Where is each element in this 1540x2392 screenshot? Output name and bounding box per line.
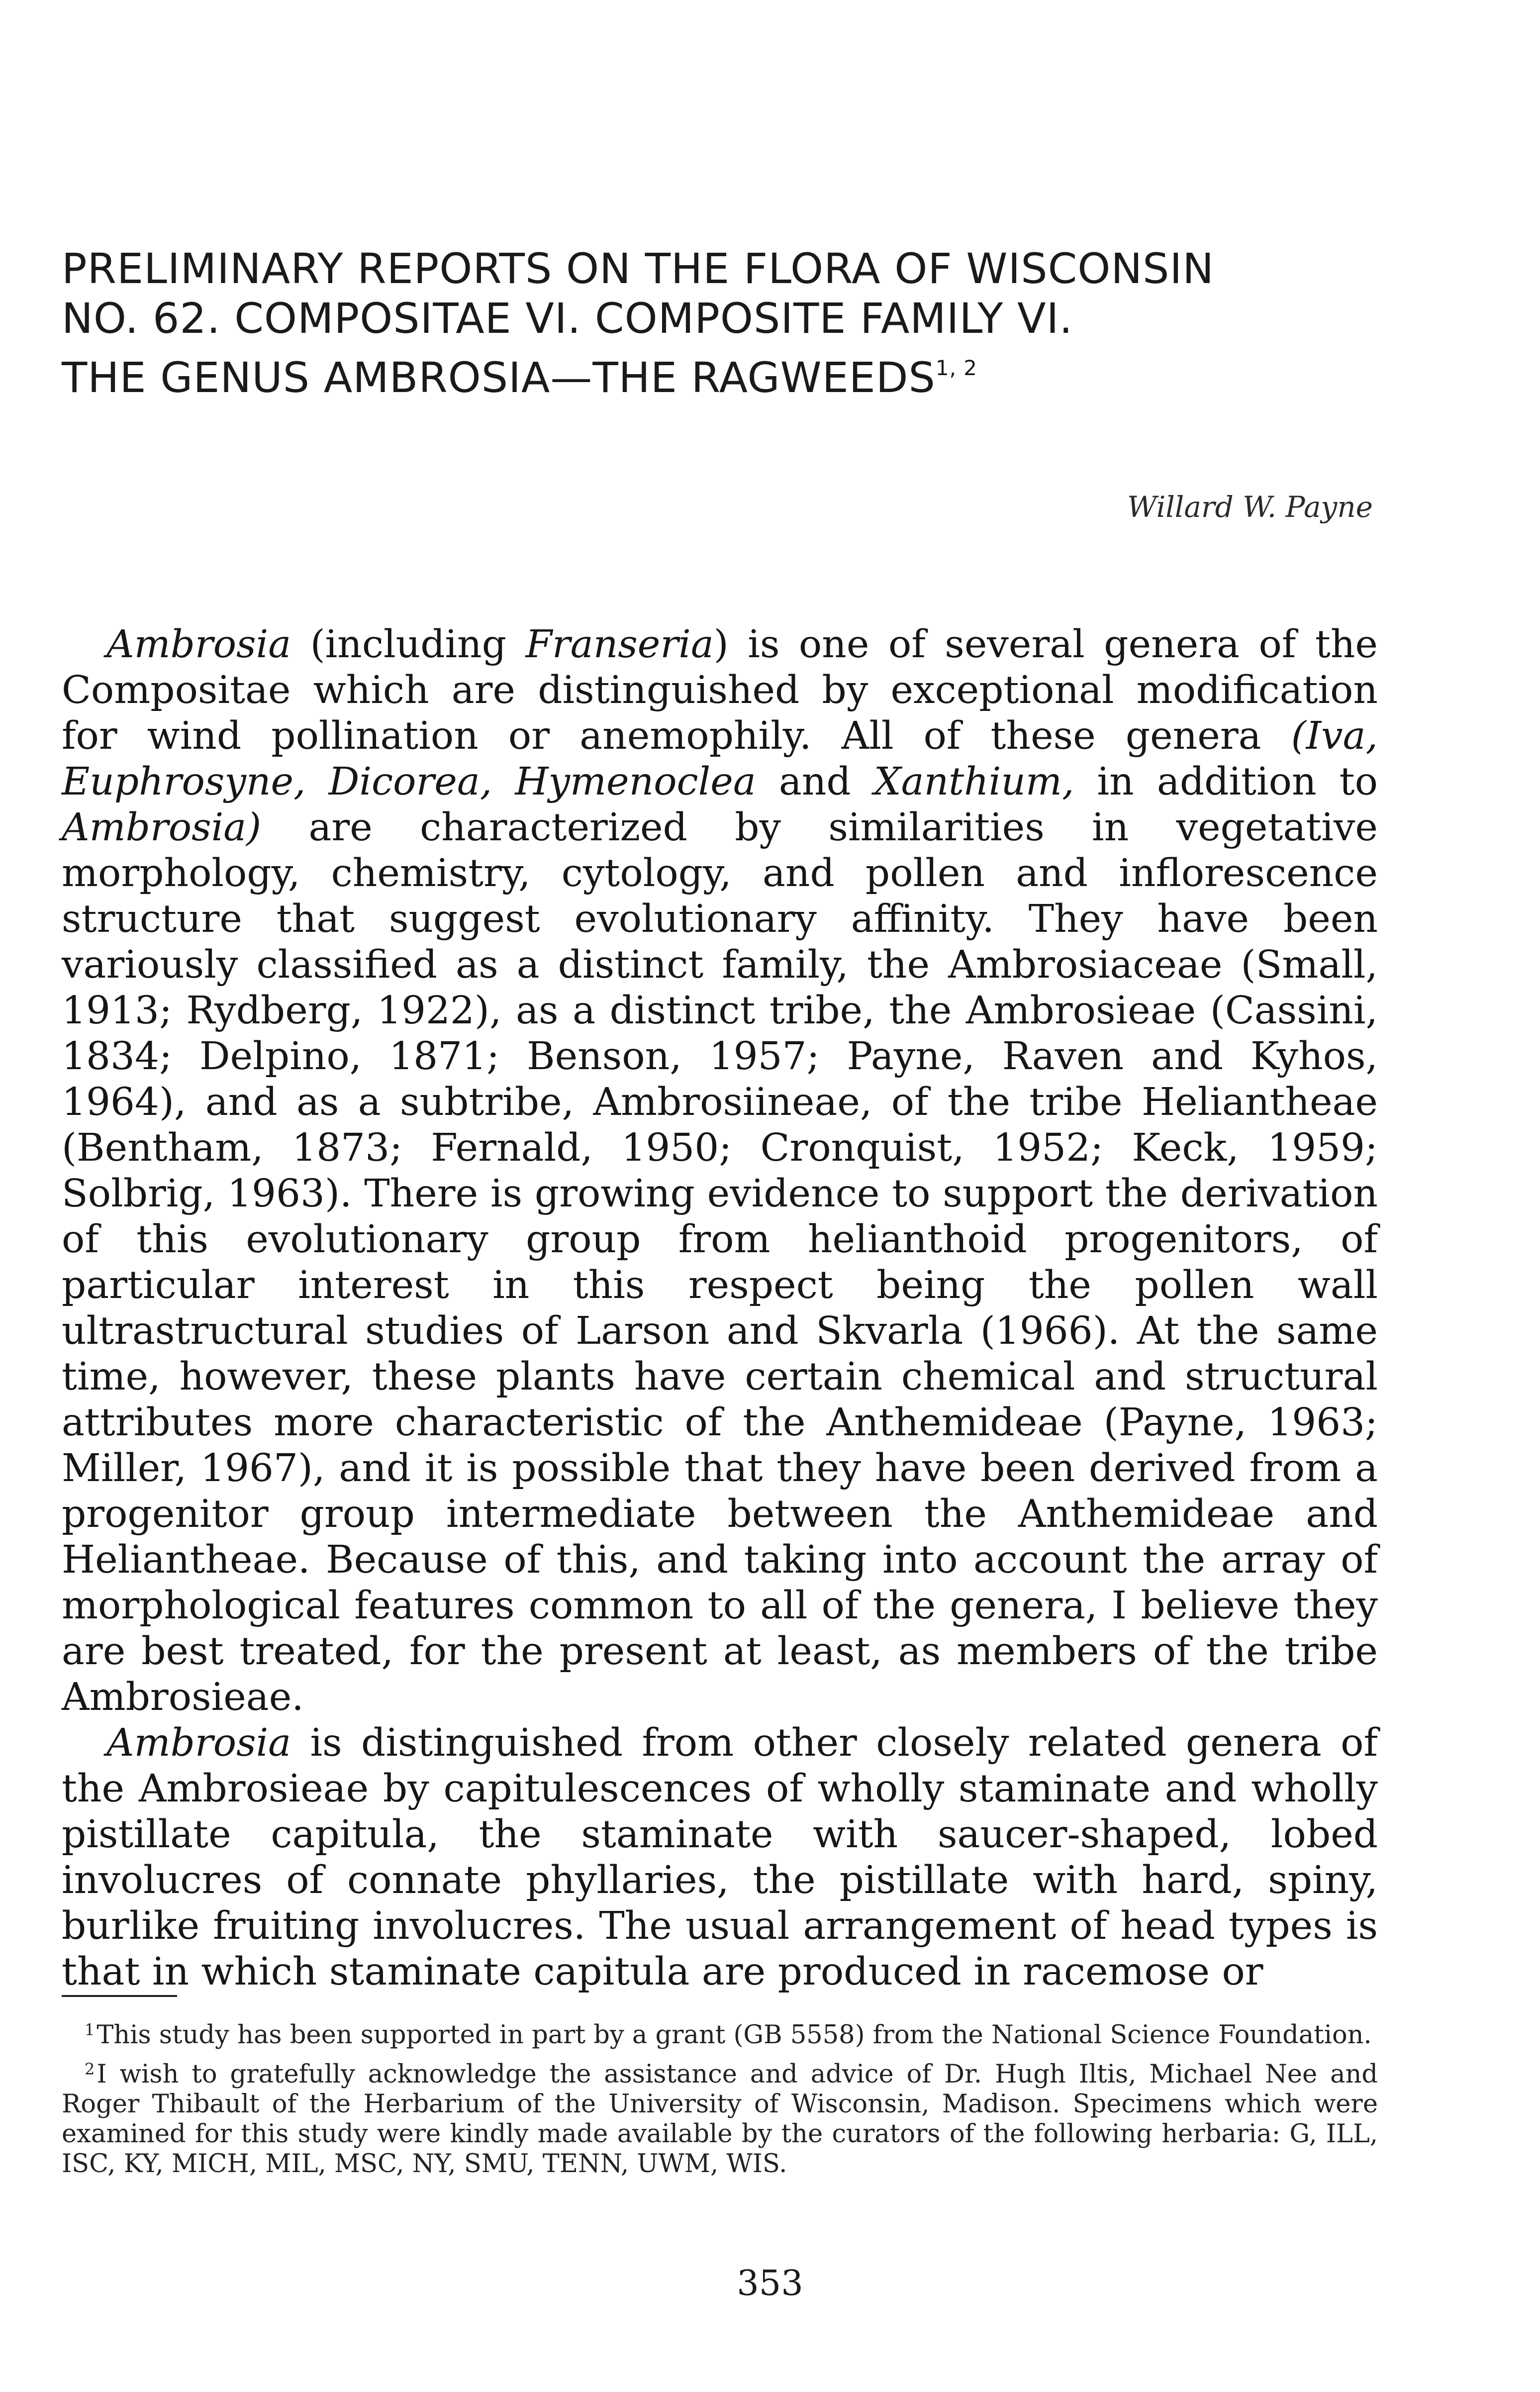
footnotes — [62, 2015, 1378, 2183]
footnote-2-mark: 2 — [85, 2060, 95, 2079]
paragraph-1-text-e: are characterized by similarities in vegetative morphology, chemistry, cytology, and pollen and inflorescence structure that suggest evolutionary affinity. They have been variously classified as a distinct family, the Ambrosiaceae (Small, 1913; Rydberg, 1922), as a distinct tribe, the Ambrosieae (Cassini, 1834; Delpino, 1871; Benson, 1957; Payne, Raven and Kyhos, 1964), and as a subtribe, Ambrosiineae, of the tribe Heliantheae (Bentham, 1873; Fernald, 1950; Cronquist, 1952; Keck, 1959; Solbrig, 1963). There is growing evidence to support the derivation of this evolutionary group from helianthoid progenitors, of particular interest in this respect being the pollen wall ultrastructural studies of Larson and Skvarla (1966). At the same time, however, these plants have certain chemical and structural attributes more characteristic of the Anthemideae (Payne, 1963; Miller, 1967), and it is possible that they have been derived from a progenitor group intermediate between the Anthemideae and Heliantheae. Because of this, and taking into account the array of morphological features common to all of the genera, I believe they are best treated, for the present at least, as members of the tribe Ambrosieae. — [62, 805, 1378, 1719]
page-number: 353 — [737, 2263, 803, 2303]
genus-name-ambrosia-3: Ambrosia — [106, 1721, 291, 1765]
title-line-3 — [62, 343, 1355, 402]
article-title — [62, 244, 1355, 402]
title-line-1: PRELIMINARY REPORTS ON THE FLORA OF WISCONSIN — [62, 244, 1215, 293]
footnote-1-text: This study has been supported in part by a grant (GB 5558) from the National Science Foundation. — [96, 2020, 1372, 2050]
paragraph-2 — [62, 1720, 1378, 1995]
footnote-2 — [62, 2054, 1378, 2179]
paragraph-2-text: is distinguished from other closely related genera of the Ambrosieae by capitulescences of wholly staminate and wholly pistillate capitula, the staminate with saucer-shaped, lobed involucres of connate phyllaries, the pistillate with hard, spiny, burlike fruiting involucres. The usual arrangement of head types is that in which staminate capitula are produced in racemose or — [62, 1721, 1378, 1994]
genus-list: (Iva, Euphrosyne, Dicorea, Hymenoclea — [62, 714, 1378, 804]
author-byline: Willard W. Payne — [1127, 490, 1373, 524]
body-text — [62, 622, 1378, 1995]
title-line-3-text: THE GENUS AMBROSIA—THE RAGWEEDS — [62, 353, 936, 402]
title-line-2: NO. 62. COMPOSITAE VI. COMPOSITE FAMILY VI. — [62, 294, 1073, 343]
footnote-1 — [62, 2015, 1378, 2050]
paragraph-1 — [62, 622, 1378, 1720]
footnote-1-mark: 1 — [85, 2020, 95, 2039]
genus-name-ambrosia-2: Ambrosia) — [62, 805, 262, 850]
footnote-2-text: I wish to gratefully acknowledge the assistance and advice of Dr. Hugh Iltis, Michael Nee and Roger Thibault of the Herbarium of the University of Wisconsin, Madison. Specimens which were examined for this study were kindly made available by the curators of the following herbaria: G, ILL, ISC, KY, MICH, MIL, MSC, NY, SMU, TENN, UWM, WIS. — [62, 2060, 1378, 2179]
title-footnote-markers: 1, 2 — [935, 356, 978, 380]
footnote-divider — [62, 1995, 177, 1997]
genus-name-xanthium: Xanthium, — [873, 760, 1074, 804]
paragraph-1-text-a: (including — [291, 622, 526, 667]
genus-name-franseria: Franseria — [525, 622, 714, 667]
paragraph-1-text-b: ) is one of several genera of the Compositae which are distinguished by exceptional modification for wind pollination or anemophily. All of these genera — [62, 622, 1378, 758]
genus-name-ambrosia: Ambrosia — [106, 622, 291, 667]
paragraph-1-text-d: in addition to — [1074, 760, 1378, 804]
paragraph-1-text-c: and — [756, 760, 874, 804]
